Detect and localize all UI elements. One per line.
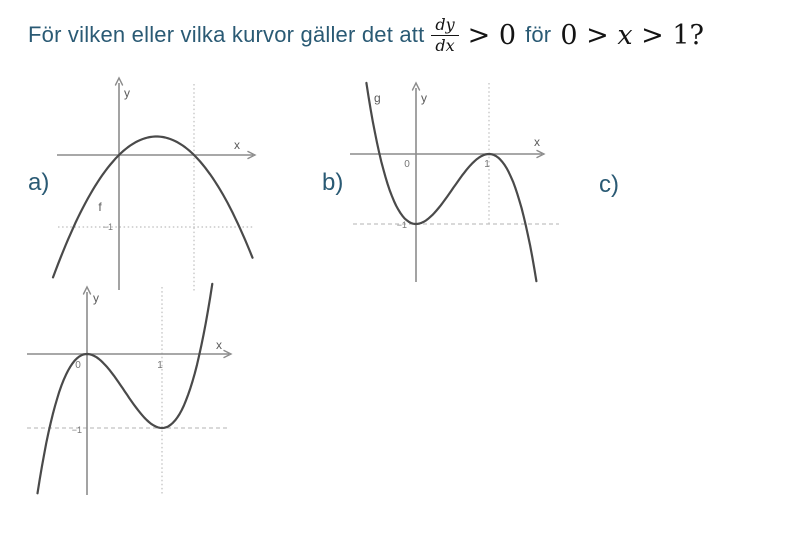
option-label-a: a): [28, 169, 50, 196]
graph-b-tick-0: 0: [404, 159, 410, 170]
fraction-numerator: dy: [435, 14, 455, 34]
comparison-text: > 0: [467, 19, 517, 51]
graph-a-curve-f: [53, 137, 253, 278]
graph-c: [20, 283, 250, 519]
graph-c-x-axis-label: x: [216, 338, 222, 352]
question-title: [28, 6, 704, 64]
graph-a-y-axis-label: y: [124, 86, 130, 100]
graph-c-y-axis-label: y: [93, 291, 99, 305]
question-text-for: för: [525, 22, 552, 47]
graph-b-tick-1: 1: [484, 159, 490, 170]
graph-b-curve-g: [366, 83, 536, 281]
graph-b: [345, 75, 560, 287]
option-label-c: c): [599, 171, 619, 198]
graph-b-curve-label: g: [374, 91, 381, 105]
range-right: > 1?: [641, 19, 705, 51]
graph-c-tick-0: 0: [75, 360, 81, 371]
range-variable: x: [617, 19, 633, 51]
graph-a-curve-label: f: [98, 200, 102, 214]
graph-a: [20, 70, 270, 294]
graph-a-tick-neg1: −1: [102, 222, 113, 232]
graph-b-tick-neg1: −1: [396, 220, 407, 230]
derivative-fraction: [431, 16, 458, 54]
graph-b-x-axis-label: x: [534, 135, 540, 149]
graph-b-y-axis-label: y: [421, 91, 427, 105]
option-label-b: b): [322, 169, 344, 196]
graph-c-curve: [38, 284, 213, 494]
range-expression: [560, 20, 704, 51]
question-text-pre: För vilken eller vilka kurvor gäller det att: [28, 22, 425, 47]
graph-c-tick-neg1: −1: [71, 425, 82, 435]
range-left: 0 >: [560, 19, 609, 51]
graph-c-tick-1: 1: [157, 360, 163, 371]
graph-a-x-axis-label: x: [234, 138, 240, 152]
fraction-denominator: dx: [435, 35, 455, 55]
